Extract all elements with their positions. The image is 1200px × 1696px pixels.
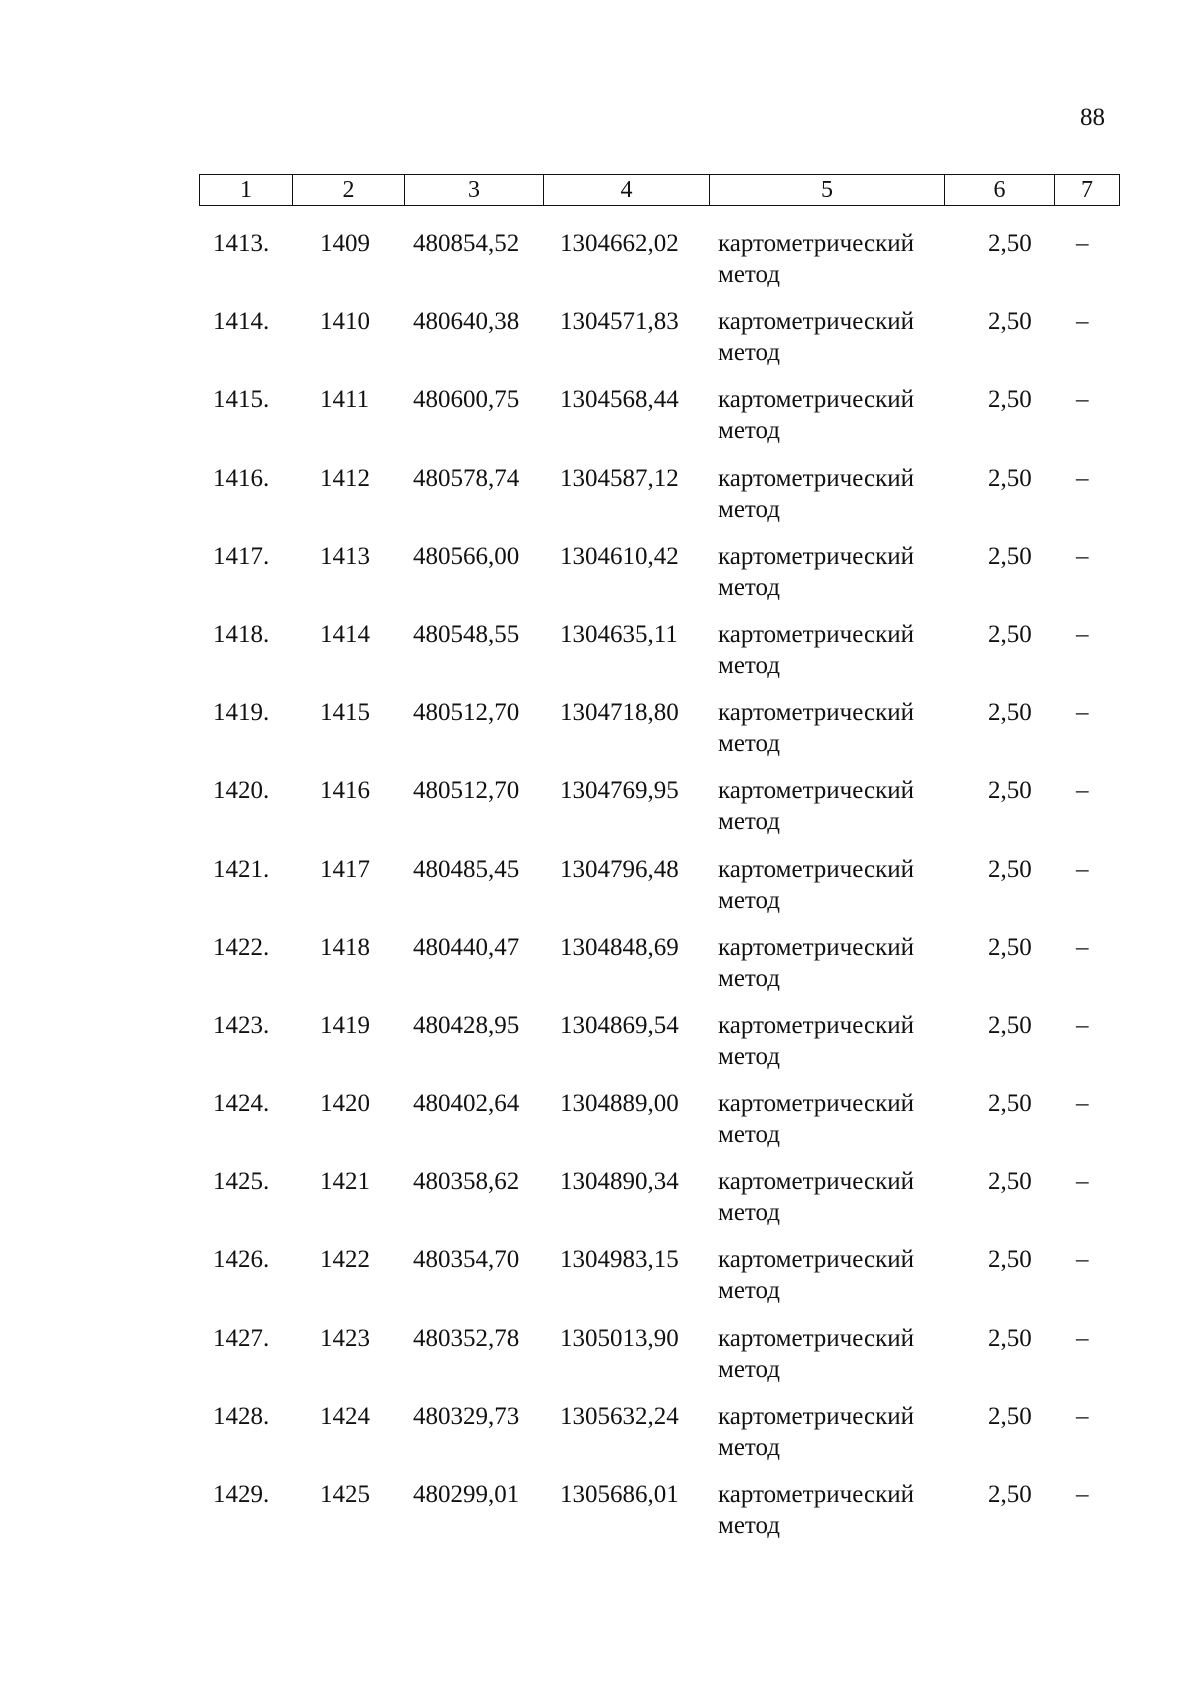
table-row: [0, 930, 1200, 1008]
accuracy-cell: 2,50: [988, 699, 1032, 727]
method-cell: [718, 1166, 914, 1228]
method-line-1: картометрический: [718, 777, 914, 805]
y-coordinate-cell: 1304848,69: [560, 933, 679, 961]
method-line-1: картометрический: [718, 855, 914, 883]
x-coordinate-cell: 480512,70: [413, 699, 520, 727]
point-number-cell: 1413: [320, 542, 370, 570]
row-number-cell: 1418.: [213, 620, 270, 648]
method-line-1: картометрический: [718, 1324, 914, 1352]
accuracy-cell: 2,50: [988, 1090, 1032, 1118]
table-row: [0, 1086, 1200, 1164]
accuracy-cell: 2,50: [988, 1402, 1032, 1430]
x-coordinate-cell: 480354,70: [413, 1246, 520, 1274]
x-coordinate-cell: 480512,70: [413, 777, 520, 805]
method-cell: [718, 1401, 914, 1463]
method-line-1: картометрический: [718, 699, 914, 727]
column-header-7: 7: [1055, 175, 1120, 206]
point-number-cell: 1424: [320, 1402, 370, 1430]
row-number-cell: 1425.: [213, 1168, 270, 1196]
note-cell: –: [1076, 1090, 1089, 1118]
x-coordinate-cell: 480600,75: [413, 386, 520, 414]
note-cell: –: [1076, 699, 1089, 727]
row-number-cell: 1427.: [213, 1324, 270, 1352]
method-line-1: картометрический: [718, 386, 914, 414]
y-coordinate-cell: 1304662,02: [560, 230, 679, 257]
table-row: [0, 773, 1200, 851]
method-line-2: метод: [718, 1355, 781, 1383]
method-line-2: метод: [718, 1121, 781, 1149]
column-header-row: [200, 175, 1120, 206]
table-row: [0, 1477, 1200, 1555]
x-coordinate-cell: 480854,52: [413, 230, 520, 257]
accuracy-cell: 2,50: [988, 1168, 1032, 1196]
point-number-cell: 1416: [320, 777, 370, 805]
method-line-2: метод: [718, 495, 781, 523]
method-line-1: картометрический: [718, 1481, 914, 1508]
note-cell: –: [1076, 1324, 1089, 1352]
method-cell: [718, 228, 914, 290]
point-number-cell: 1425: [320, 1481, 370, 1508]
column-header-4: 4: [544, 175, 710, 206]
row-number-cell: 1417.: [213, 542, 270, 570]
point-number-cell: 1417: [320, 855, 370, 883]
method-line-2: метод: [718, 261, 781, 288]
note-cell: –: [1076, 777, 1089, 805]
y-coordinate-cell: 1304796,48: [560, 855, 679, 883]
method-cell: [718, 1479, 914, 1541]
column-header-6: 6: [945, 175, 1055, 206]
method-line-1: картометрический: [718, 1168, 914, 1196]
note-cell: –: [1076, 464, 1089, 492]
note-cell: –: [1076, 933, 1089, 961]
accuracy-cell: 2,50: [988, 464, 1032, 492]
method-line-1: картометрический: [718, 1402, 914, 1430]
table-row: [0, 617, 1200, 695]
row-number-cell: 1416.: [213, 464, 270, 492]
table-row: [0, 1008, 1200, 1086]
y-coordinate-cell: 1304610,42: [560, 542, 679, 570]
method-line-1: картометрический: [718, 1090, 914, 1118]
method-line-2: метод: [718, 417, 781, 445]
point-number-cell: 1420: [320, 1090, 370, 1118]
page-number: 88: [1080, 104, 1105, 131]
x-coordinate-cell: 480402,64: [413, 1090, 520, 1118]
point-number-cell: 1409: [320, 230, 370, 257]
method-line-2: метод: [718, 1199, 781, 1227]
method-line-1: картометрический: [718, 620, 914, 648]
column-header-3: 3: [405, 175, 544, 206]
table-row: [0, 539, 1200, 617]
method-cell: [718, 541, 914, 603]
note-cell: –: [1076, 620, 1089, 648]
method-line-1: картометрический: [718, 933, 914, 961]
accuracy-cell: 2,50: [988, 1011, 1032, 1039]
point-number-cell: 1411: [320, 386, 370, 414]
coordinates-table-body: [0, 226, 1200, 1555]
row-number-cell: 1423.: [213, 1011, 270, 1039]
accuracy-cell: 2,50: [988, 542, 1032, 570]
x-coordinate-cell: 480329,73: [413, 1402, 520, 1430]
point-number-cell: 1412: [320, 464, 370, 492]
y-coordinate-cell: 1304718,80: [560, 699, 679, 727]
column-header-5: 5: [710, 175, 945, 206]
method-line-2: метод: [718, 1512, 781, 1539]
y-coordinate-cell: 1304869,54: [560, 1011, 679, 1039]
note-cell: –: [1076, 230, 1089, 257]
column-header-1: 1: [200, 175, 293, 206]
row-number-cell: 1421.: [213, 855, 270, 883]
row-number-cell: 1428.: [213, 1402, 270, 1430]
point-number-cell: 1410: [320, 308, 370, 336]
table-row: [0, 304, 1200, 382]
method-line-1: картометрический: [718, 542, 914, 570]
point-number-cell: 1419: [320, 1011, 370, 1039]
method-cell: [718, 1010, 914, 1072]
row-number-cell: 1420.: [213, 777, 270, 805]
method-cell: [718, 463, 914, 525]
method-cell: [718, 1323, 914, 1385]
accuracy-cell: 2,50: [988, 386, 1032, 414]
y-coordinate-cell: 1304769,95: [560, 777, 679, 805]
method-cell: [718, 775, 914, 837]
y-coordinate-cell: 1305632,24: [560, 1402, 679, 1430]
y-coordinate-cell: 1304587,12: [560, 464, 679, 492]
note-cell: –: [1076, 308, 1089, 336]
x-coordinate-cell: 480428,95: [413, 1011, 520, 1039]
method-line-1: картометрический: [718, 1246, 914, 1274]
x-coordinate-cell: 480566,00: [413, 542, 520, 570]
note-cell: –: [1076, 1246, 1089, 1274]
method-line-2: метод: [718, 730, 781, 758]
x-coordinate-cell: 480548,55: [413, 620, 520, 648]
method-cell: [718, 1244, 914, 1306]
y-coordinate-cell: 1304635,11: [560, 620, 678, 648]
method-line-1: картометрический: [718, 230, 914, 257]
point-number-cell: 1414: [320, 620, 370, 648]
table-row: [0, 382, 1200, 460]
table-row: [0, 1321, 1200, 1399]
accuracy-cell: 2,50: [988, 855, 1032, 883]
y-coordinate-cell: 1304571,83: [560, 308, 679, 336]
row-number-cell: 1413.: [213, 230, 270, 257]
accuracy-cell: 2,50: [988, 1246, 1032, 1274]
table-row: [0, 461, 1200, 539]
method-line-2: метод: [718, 1433, 781, 1461]
x-coordinate-cell: 480640,38: [413, 308, 520, 336]
point-number-cell: 1423: [320, 1324, 370, 1352]
x-coordinate-cell: 480485,45: [413, 855, 520, 883]
y-coordinate-cell: 1304568,44: [560, 386, 679, 414]
x-coordinate-cell: 480299,01: [413, 1481, 520, 1508]
table-row: [0, 852, 1200, 930]
accuracy-cell: 2,50: [988, 308, 1032, 336]
x-coordinate-cell: 480358,62: [413, 1168, 520, 1196]
y-coordinate-cell: 1305013,90: [560, 1324, 679, 1352]
column-header-2: 2: [293, 175, 405, 206]
note-cell: –: [1076, 1168, 1089, 1196]
table-row: [0, 1242, 1200, 1320]
table-row: [0, 1164, 1200, 1242]
row-number-cell: 1424.: [213, 1090, 270, 1118]
method-cell: [718, 619, 914, 681]
note-cell: –: [1076, 1481, 1089, 1508]
accuracy-cell: 2,50: [988, 620, 1032, 648]
note-cell: –: [1076, 1011, 1089, 1039]
y-coordinate-cell: 1304889,00: [560, 1090, 679, 1118]
point-number-cell: 1415: [320, 699, 370, 727]
row-number-cell: 1414.: [213, 308, 270, 336]
table-row: [0, 695, 1200, 773]
method-cell: [718, 1088, 914, 1150]
method-line-2: метод: [718, 808, 781, 836]
method-line-1: картометрический: [718, 308, 914, 336]
note-cell: –: [1076, 855, 1089, 883]
method-line-2: метод: [718, 573, 781, 601]
method-cell: [718, 932, 914, 994]
point-number-cell: 1421: [320, 1168, 370, 1196]
x-coordinate-cell: 480440,47: [413, 933, 520, 961]
note-cell: –: [1076, 542, 1089, 570]
accuracy-cell: 2,50: [988, 1324, 1032, 1352]
column-header-table: [199, 174, 1120, 206]
row-number-cell: 1426.: [213, 1246, 270, 1274]
method-line-2: метод: [718, 964, 781, 992]
y-coordinate-cell: 1305686,01: [560, 1481, 679, 1508]
point-number-cell: 1418: [320, 933, 370, 961]
accuracy-cell: 2,50: [988, 933, 1032, 961]
accuracy-cell: 2,50: [988, 777, 1032, 805]
method-cell: [718, 697, 914, 759]
note-cell: –: [1076, 386, 1089, 414]
accuracy-cell: 2,50: [988, 1481, 1032, 1508]
x-coordinate-cell: 480578,74: [413, 464, 520, 492]
row-number-cell: 1422.: [213, 933, 270, 961]
method-line-2: метод: [718, 1277, 781, 1305]
y-coordinate-cell: 1304890,34: [560, 1168, 679, 1196]
method-line-2: метод: [718, 651, 781, 679]
method-line-1: картометрический: [718, 1011, 914, 1039]
method-cell: [718, 384, 914, 446]
table-row: [0, 1399, 1200, 1477]
x-coordinate-cell: 480352,78: [413, 1324, 520, 1352]
y-coordinate-cell: 1304983,15: [560, 1246, 679, 1274]
row-number-cell: 1419.: [213, 699, 270, 727]
note-cell: –: [1076, 1402, 1089, 1430]
table-row: [0, 226, 1200, 304]
row-number-cell: 1415.: [213, 386, 270, 414]
method-line-2: метод: [718, 339, 781, 367]
method-line-2: метод: [718, 886, 781, 914]
method-cell: [718, 306, 914, 368]
point-number-cell: 1422: [320, 1246, 370, 1274]
method-cell: [718, 854, 914, 916]
method-line-1: картометрический: [718, 464, 914, 492]
row-number-cell: 1429.: [213, 1481, 270, 1508]
accuracy-cell: 2,50: [988, 230, 1032, 257]
method-line-2: метод: [718, 1042, 781, 1070]
